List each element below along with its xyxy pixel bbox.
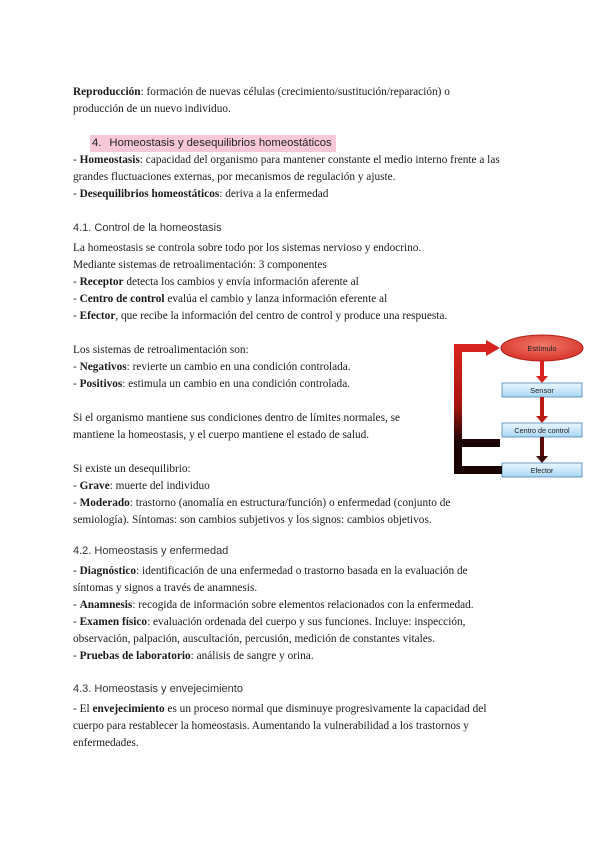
- receptor-item: - Receptor detecta los cambios y envía información aferente al: [73, 276, 359, 288]
- desequilibrios-term: Desequilibrios homeostáticos: [79, 188, 220, 200]
- anamnesis-item: - Anamnesis: recogida de información sobre elementos relacionados con la enfermedad.: [73, 599, 474, 611]
- centro-control-item: - Centro de control evalúa el cambio y lanza información eferente al: [73, 293, 388, 305]
- efector-item: - Efector, que recibe la información del centro de control y produce una respuesta.: [73, 310, 448, 322]
- desequilibrios-definition: - Desequilibrios homeostáticos: deriva a la enfermedad: [73, 188, 329, 200]
- sensor-label: Sensor: [530, 386, 554, 395]
- normal-limits-line1: Si el organismo mantiene sus condiciones dentro de límites normales, se: [73, 412, 401, 424]
- diagnostico-line2: síntomas y signos a través de anamnesis.: [73, 582, 258, 594]
- section-4-2-heading: 4.2. Homeostasis y enfermedad: [73, 545, 229, 557]
- section-4-1-line2: Mediante sistemas de retroalimentación: 3 componentes: [73, 259, 327, 271]
- section-4-1-heading: 4.1. Control de la homeostasis: [73, 222, 222, 234]
- reproduccion-term: Reproducción: [73, 86, 141, 98]
- homeostasis-definition: - Homeostasis: capacidad del organismo para mantener constante el medio interno frente a las: [73, 154, 500, 166]
- imbalance-moderado: - Moderado: trastorno (anomalía en estructura/función) o enfermedad (conjunto de: [73, 497, 451, 509]
- section-4-heading: [90, 135, 336, 152]
- section-4-1-line1: La homeostasis se controla sobre todo por los sistemas nervioso y endocrino.: [73, 242, 422, 254]
- normal-limits-line2: mantiene la homeostasis, y el cuerpo mantiene el estado de salud.: [73, 429, 370, 441]
- homeostasis-term: Homeostasis: [79, 154, 140, 166]
- feedback-intro: Los sistemas de retroalimentación son:: [73, 344, 249, 356]
- feedback-arrowhead: [486, 340, 500, 356]
- estimulo-label: Estímulo: [527, 344, 557, 353]
- homeostasis-definition-line2: grandes fluctuaciones externas, por mecanismos de regulación y ajuste.: [73, 171, 396, 183]
- section-4-title: Homeostasis y desequilibrios homeostáticos: [109, 137, 332, 149]
- reproduccion-line1: Reproducción: formación de nuevas células (crecimiento/sustitución/reparación) o: [73, 86, 450, 98]
- diagnostico-item: - Diagnóstico: identificación de una enfermedad o trastorno basada en la evaluación de: [73, 565, 468, 577]
- imbalance-grave: - Grave: muerte del individuo: [73, 480, 210, 492]
- envejecimiento-line3: enfermedades.: [73, 737, 139, 749]
- envejecimiento-line1: - El envejecimiento es un proceso normal que disminuye progresivamente la capacidad del: [73, 703, 487, 715]
- feedback-loop-diagram: [440, 330, 590, 480]
- imbalance-moderado-line2: semiología). Síntomas: son cambios subjetivos y los signos: cambios objetivos.: [73, 514, 432, 526]
- feedback-negativos: - Negativos: revierte un cambio en una condición controlada.: [73, 361, 351, 373]
- examen-line2: observación, palpación, auscultación, percusión, medición de constantes vitales.: [73, 633, 436, 645]
- feedback-positivos: - Positivos: estimula un cambio en una condición controlada.: [73, 378, 351, 390]
- section-4-3-heading: 4.3. Homeostasis y envejecimiento: [73, 683, 243, 695]
- section-4-number: 4.: [92, 137, 102, 149]
- examen-item: - Examen físico: evaluación ordenada del cuerpo y sus funciones. Incluye: inspección,: [73, 616, 466, 628]
- envejecimiento-line2: cuerpo para restablecer la homeostasis. Aumentando la vulnerabilidad a los trastornos y: [73, 720, 469, 732]
- feedback-return-arrow: [458, 348, 500, 443]
- efector-label: Efector: [530, 466, 554, 475]
- centro-control-label: Centro de control: [514, 426, 570, 435]
- imbalance-intro: Si existe un desequilibrio:: [73, 463, 191, 475]
- pruebas-item: - Pruebas de laboratorio: análisis de sangre y orina.: [73, 650, 314, 662]
- reproduccion-line2: producción de un nuevo individuo.: [73, 103, 231, 115]
